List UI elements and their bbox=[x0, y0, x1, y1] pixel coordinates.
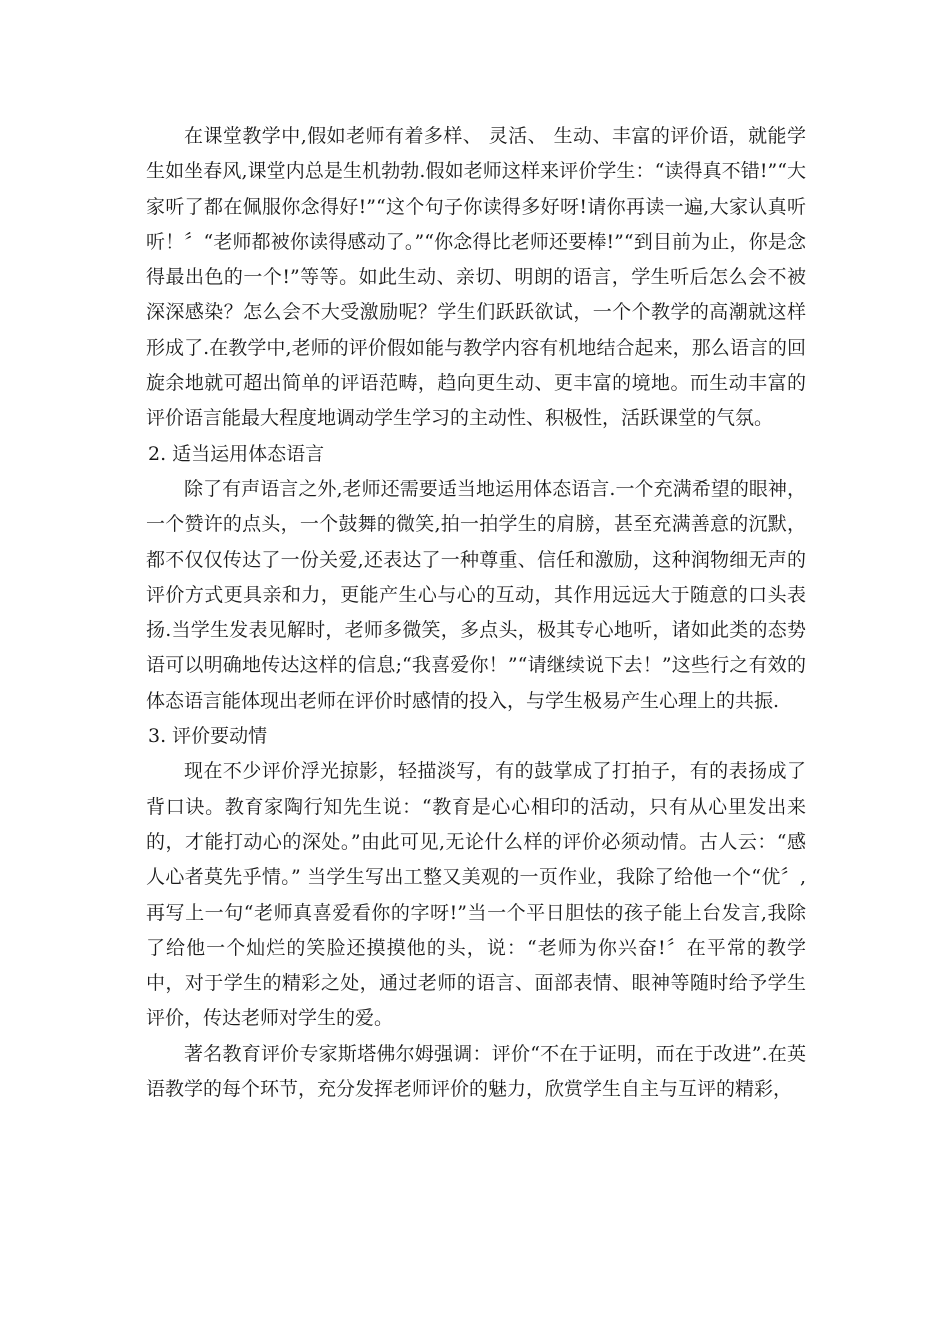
paragraph-body-language: 除了有声语言之外,老师还需要适当地运用体态语言.一个充满希望的眼神，一个赞许的点头，一个鼓舞的微笑,拍一拍学生的肩膀，甚至充满善意的沉默，都不仅仅传达了一份关爱,还表达了一种尊重、信任和激励，这种润物细无声的评价方式更具亲和力，更能产生心与心的互动，其作用远远大于随意的口头表扬.当学生发表见解时，老师多微笑，多点头，极其专心地听，诸如此类的态势语可以明确地传达这样的信息;“我喜爱你！”“请继续说下去！”这些行之有效的体态语言能体现出老师在评价时感情的投入，与学生极易产生心理上的共振. bbox=[146, 477, 806, 712]
paragraph-classroom-evaluation-language: 在课堂教学中,假如老师有着多样、 灵活、 生动、丰富的评价语，就能学生如坐春风,课堂内总是生机勃勃.假如老师这样来评价学生：“读得真不错!”“大家听了都在佩服你念得好!”“这个句子你读得多好呀!请你再读一遍,大家认真听听！〞“老师都被你读得感动了。”“你念得比老师还要棒!”“到目前为止，你是念得最出色的一个!”等等。如此生动、亲切、明朗的语言，学生听后怎么会不被深深感染？怎么会不大受激励呢？学生们跃跃欲试，一个个教学的高潮就这样形成了.在教学中,老师的评价假如能与教学内容有机地结合起来，那么语言的回旋余地就可超出简单的评语范畴，趋向更生动、更丰富的境地。而生动丰富的评价语言能最大程度地调动学生学习的主动性、积极性，活跃课堂的气氛。 bbox=[146, 125, 806, 430]
document-body bbox=[146, 119, 806, 1107]
section-heading-emotional-evaluation: 3. 评价要动情 bbox=[148, 725, 268, 748]
paragraph-emotional-evaluation: 现在不少评价浮光掠影，轻描淡写，有的鼓掌成了打拍子，有的表扬成了背口诀。教育家陶行知先生说：“教育是心心相印的活动，只有从心里发出来的，才能打动心的深处。”由此可见,无论什么样的评价必须动情。古人云：“感人心者莫先乎情。” 当学生写出工整又美观的一页作业，我除了给他一个“优〞,再写上一句“老师真喜爱看你的字呀!”当一个平日胆怯的孩子能上台发言,我除了给他一个灿烂的笑脸还摸摸他的头，说：“老师为你兴奋!〞在平常的教学中，对于学生的精彩之处，通过老师的语言、面部表情、眼神等随时给予学生评价，传达老师对学生的爱。 bbox=[146, 760, 806, 1030]
paragraph-evaluation-expert: 著名教育评价专家斯塔佛尔姆强调：评价“不在于证明，而在于改进”.在英语教学的每个环节，充分发挥老师评价的魅力，欣赏学生自主与互评的精彩， bbox=[146, 1042, 806, 1101]
section-heading-body-language: 2. 适当运用体态语言 bbox=[148, 442, 325, 465]
